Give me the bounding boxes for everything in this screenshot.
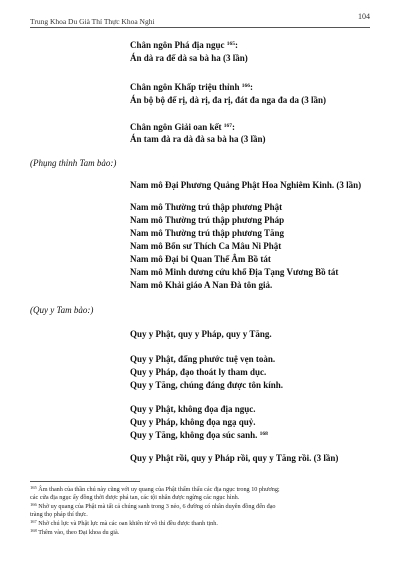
refuge-line: Quy y Tăng, không đọa súc sanh. $^{168}$ <box>130 430 268 440</box>
footnote-number: 167 <box>30 519 37 524</box>
mantra-text: Án dà ra đế dà sa bà ha (3 lần) <box>130 53 248 63</box>
footnote-ref: 166 <box>241 83 251 89</box>
footnote: $^{167}$ Nhờ chú lực và Phật lực mà các oan khiên từ vô thỉ đều được thanh tịnh. <box>30 519 218 527</box>
refuge-line: Quy y Pháp, đạo thoát ly tham dục. <box>130 367 267 377</box>
invocation-line: Nam mô Đại Phương Quảng Phật Hoa Nghiêm Kinh. (3 lần) <box>130 180 362 190</box>
mantra-title: Chân ngôn Phá địa ngục $^{165}$: <box>130 40 239 50</box>
page-number: 104 <box>358 12 370 21</box>
footnote-number: 168 <box>30 528 37 533</box>
refuge-line: Quy y Tăng, chúng đáng được tôn kính. <box>130 380 284 390</box>
footnote-ref: 165 <box>226 41 236 47</box>
footnote-rule <box>30 481 140 482</box>
mantra-title: Chân ngôn Giải oan kết $^{167}$: <box>130 122 236 132</box>
invocation-line: Nam mô Đại bi Quan Thế Âm Bồ tát <box>130 254 271 264</box>
mantra-text: Án tam đà ra dà đà sa bà ha (3 lần) <box>130 134 266 144</box>
invocation-line: Nam mô Thường trú thập phương Tăng <box>130 228 284 238</box>
invocation-line: Nam mô Khải giáo A Nan Đà tôn giả. <box>130 280 273 290</box>
footnote-number: 165 <box>30 485 37 490</box>
invocation-line: Nam mô Thường trú thập phương Phật <box>130 202 283 212</box>
invocation-line: Nam mô Minh dương cứu khổ Địa Tạng Vương Bồ tát <box>130 267 339 277</box>
footnote-ref: 167 <box>223 123 233 129</box>
refuge-closing: Quy y Phật rồi, quy y Pháp rồi, quy y Tăng rồi. (3 lần) <box>130 453 339 463</box>
refuge-line: Quy y Phật, không đọa địa ngục. <box>130 404 256 414</box>
section-label: (Phụng thỉnh Tam bảo:) <box>30 158 117 168</box>
invocation-line: Nam mô Thường trú thập phương Pháp <box>130 215 285 225</box>
section-label: (Quy y Tam bảo:) <box>30 305 94 315</box>
footnote: $^{168}$ Thêm vào, theo Đại khoa du già. <box>30 528 120 536</box>
refuge-line: Quy y Phật, đấng phước tuệ vẹn toàn. <box>130 354 276 364</box>
footnote: $^{166}$ Nhờ uy quang của Phật mà tất cả chúng sanh trong 3 nẻo, 6 đường có nhân duyên đồng đến đạo tràng thọ pháp thí thực. <box>30 502 276 518</box>
footnote-number: 166 <box>30 502 37 507</box>
refuge-line: Quy y Pháp, không đọa ngạ quỷ. <box>130 417 256 427</box>
mantra-text: Án bộ bộ đế rị, dà rị, đa rị, đát đa nga đa da (3 lần) <box>130 95 327 105</box>
header-rule <box>30 27 370 28</box>
refuge-line: Quy y Phật, quy y Pháp, quy y Tăng. <box>130 329 272 339</box>
invocation-line: Nam mô Bổn sư Thích Ca Mâu Ni Phật <box>130 241 282 251</box>
footnote: $^{165}$ Âm thanh của thần chú này cũng với uy quang của Phật thấm thấu các địa ngục trong 10 phương; các cửa địa ngục ấy đồng thời được phá tan, các tội nhân được ngừng các ngục hình. <box>30 485 280 501</box>
footnote-ref: 168 <box>259 431 268 437</box>
running-title: Trung Khoa Du Già Thí Thực Khoa Nghi <box>30 17 155 26</box>
mantra-title: Chân ngôn Khấp triệu thỉnh $^{166}$: <box>130 82 254 92</box>
